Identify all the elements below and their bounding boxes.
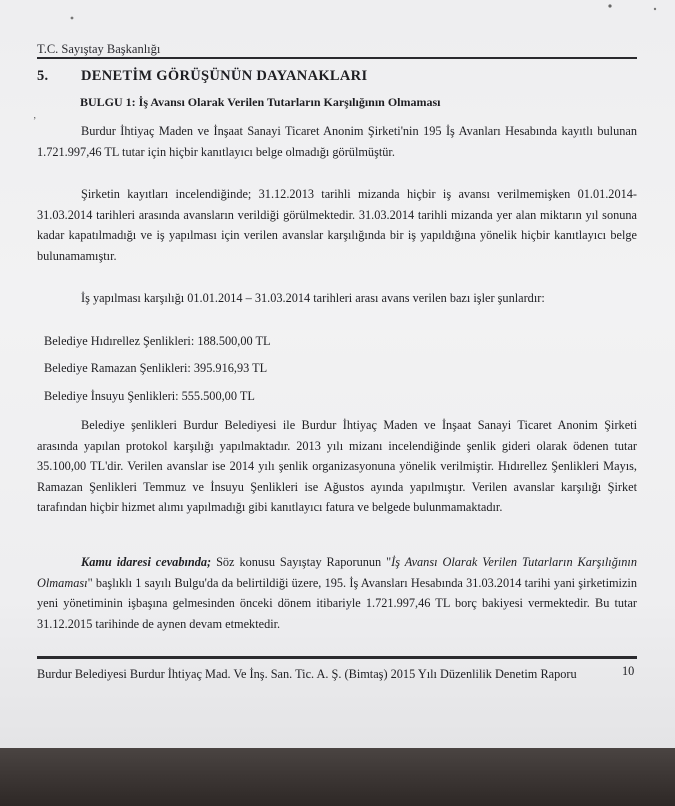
background-surface: [0, 748, 675, 806]
page-number: 10: [622, 664, 635, 678]
reply-text-a: Söz konusu Sayıştay Raporunun ": [211, 555, 392, 569]
list-item: Belediye Hıdırellez Şenlikleri: 188.500,00 TL: [44, 334, 271, 348]
finding-title: BULGU 1: İş Avansı Olarak Verilen Tutarların Karşılığının Olmaması: [80, 95, 441, 109]
paragraph-4: Belediye şenlikleri Burdur Belediyesi ile Burdur İhtiyaç Maden ve İnşaat Sanayi Ticaret Anonim Şirketi arasında yapılan protokol karşılığı yapılmaktadır. 2013 yılı mizanı incelendiğinde şenlik gideri olarak ödenen tutar 35.100,00 TL'dir. Verilen avanslar ise 2014 yılı şenlik organizasyonuna yönelik verilmiştir. Hıdırellez Şenlikleri Mayıs, Ramazan Şenlikleri Temmuz ve İnsuyu Şenlikleri ise Ağustos ayında yapılmıştır. Verilen avanslar karşılığı Şirket tarafından hiçbir hizmet alımı yapılmadığı gibi kanıtlayıcı fatura ve belgede bulunmamaktadır.: [37, 418, 637, 514]
reply-text-b: " başlıklı 1 sayılı Bulgu'da da belirtildiği üzere, 195. İş Avansları Hesabında 31.03.2014 tarihi yani şirketimizin yeni yönetiminin işbaşına gelmesinden önceki dönem itibariyle 1.721.997,46 TL borç bakiyesi vermektedir. Bu tutar 31.12.2015 tarihinde de aynen devam etmektedir.: [37, 575, 637, 631]
list-item: Belediye İnsuyu Şenlikleri: 555.500,00 TL: [44, 389, 255, 403]
paragraph-1: Burdur İhtiyaç Maden ve İnşaat Sanayi Ticaret Anonim Şirketi'nin 195 İş Avanları Hesabında kayıtlı bulunan 1.721.997,46 TL tutar için hiçbir kanıtlayıcı belge olmadığı görülmüştür.: [37, 124, 637, 159]
paragraph-5: [37, 552, 637, 634]
section-title: DENETİM GÖRÜŞÜNÜN DAYANAKLARI: [81, 68, 368, 84]
header-rule: [37, 57, 637, 59]
paragraph-2: Şirketin kayıtları incelendiğinde; 31.12.2013 tarihli mizanda hiçbir iş avansı verilmemişken 01.01.2014-31.03.2014 tarihleri arasında avansların verildiği görülmektedir. 31.03.2014 tarihli mizanda yer alan miktarın yıl sonuna kadar kapatılmadığı ve iş yapılması için verilen avanslar karşılığında bir iş yapıldığına yönelik hiçbir kanıtlayıcı belge bulunamamıştır.: [37, 187, 637, 263]
section-number: 5.: [37, 68, 49, 84]
reply-lead: Kamu idaresi cevabında;: [81, 555, 212, 569]
section-heading: [37, 68, 367, 85]
paragraph-3: İş yapılması karşılığı 01.01.2014 – 31.03.2014 tarihleri arası avans verilen bazı işler şunlardır:: [81, 291, 545, 305]
reply-quote: İş Avansı Olarak Verilen Tutarların Karşılığının Olmaması: [37, 555, 637, 590]
paper-specks: [0, 0, 675, 30]
list-item: Belediye Ramazan Şenlikleri: 395.916,93 TL: [44, 361, 268, 375]
header-organization: T.C. Sayıştay Başkanlığı: [37, 42, 161, 56]
stray-mark: ʼ: [33, 116, 37, 127]
footer-rule: [37, 656, 637, 659]
footer-report-title: Burdur Belediyesi Burdur İhtiyaç Mad. Ve İnş. San. Tic. A. Ş. (Bimtaş) 2015 Yılı Düzenlilik Denetim Raporu: [37, 667, 577, 681]
